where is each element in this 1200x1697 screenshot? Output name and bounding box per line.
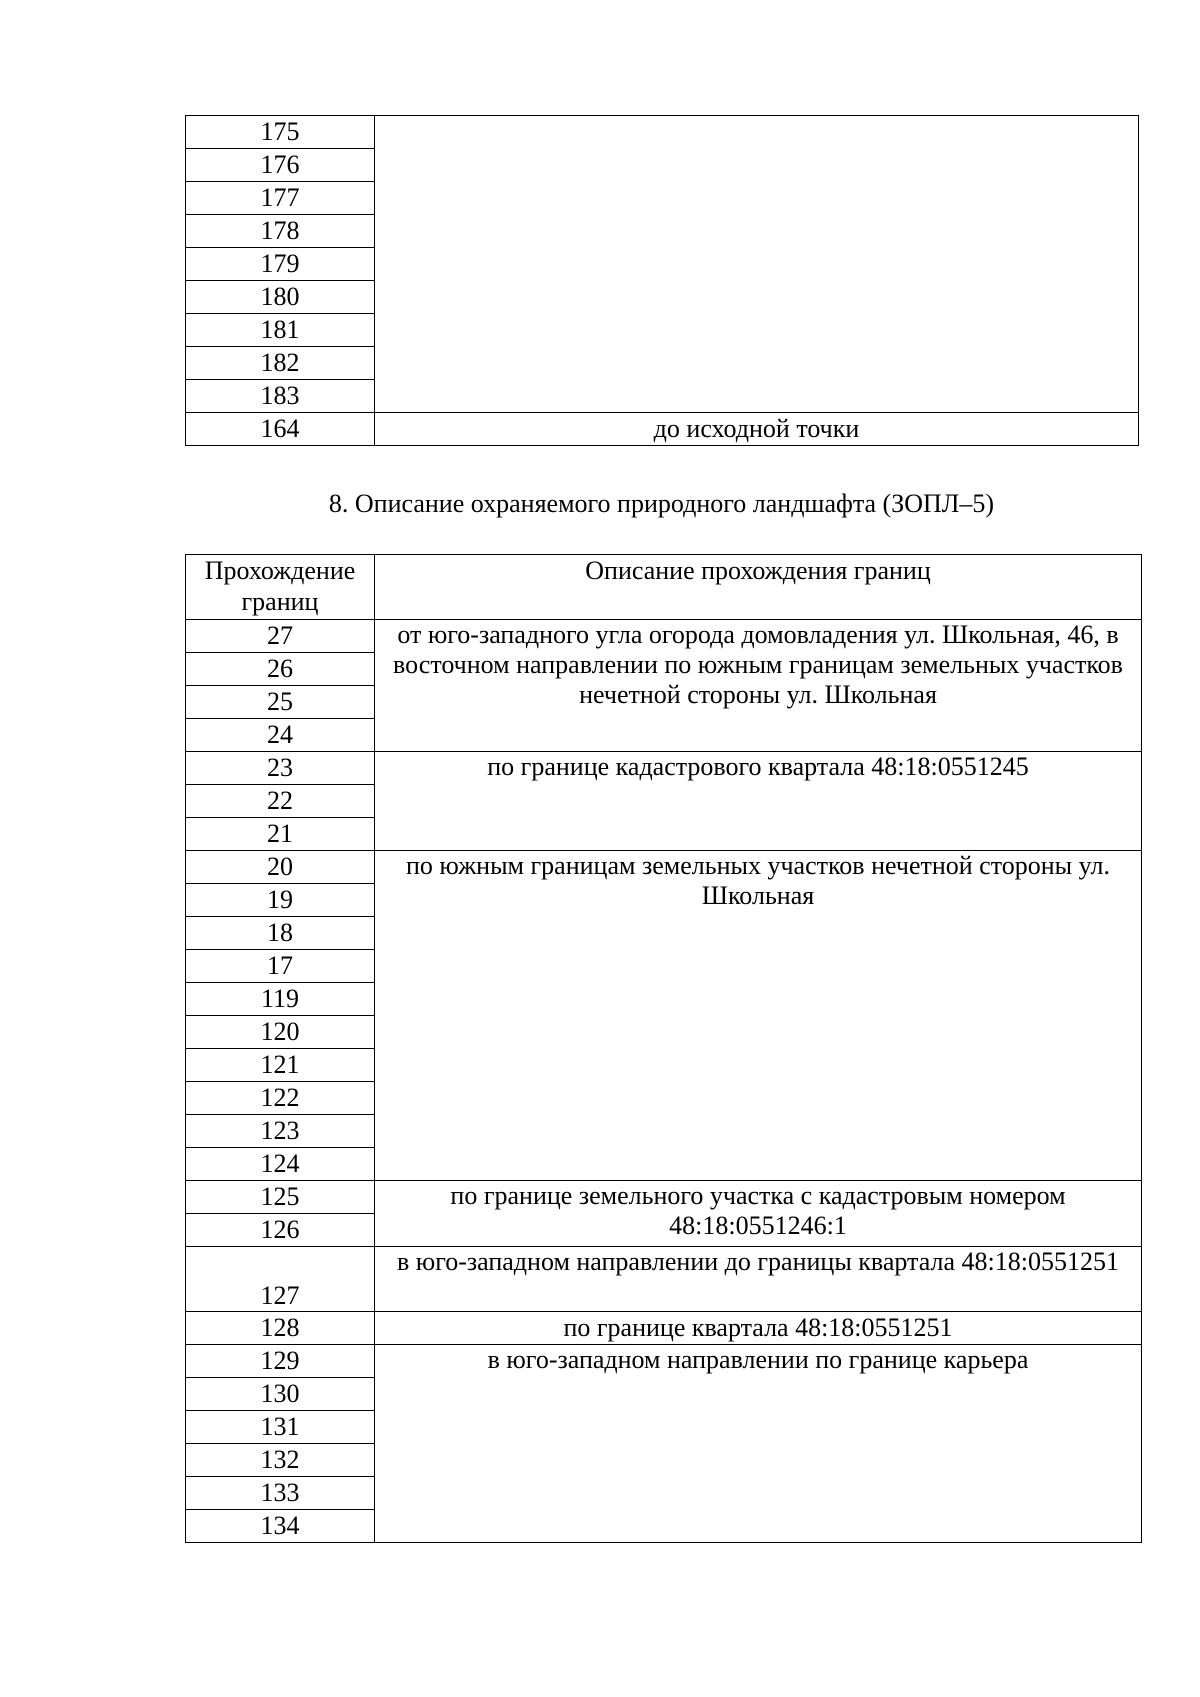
point-number: 18: [186, 917, 375, 950]
table-row: [186, 1312, 1142, 1345]
point-number: 129: [186, 1345, 375, 1378]
description-cell: по границе кадастрового квартала 48:18:0551245: [375, 752, 1142, 851]
point-number: 24: [186, 719, 375, 752]
point-number: 20: [186, 851, 375, 884]
table-header-row: [186, 555, 1142, 620]
boundary-table-continuation: [185, 115, 1139, 446]
point-number: 21: [186, 818, 375, 851]
section-title: 8. Описание охраняемого природного ландшафта (ЗОПЛ–5): [328, 489, 995, 518]
point-number: 124: [186, 1148, 375, 1181]
point-number: 123: [186, 1115, 375, 1148]
point-number: 26: [186, 653, 375, 686]
point-number: 178: [186, 215, 375, 248]
description-cell: по южным границам земельных участков нечетной стороны ул. Школьная: [375, 851, 1142, 1181]
point-number: 182: [186, 347, 375, 380]
point-number: 125: [186, 1181, 375, 1214]
point-number: 121: [186, 1049, 375, 1082]
description-cell: по границе земельного участка с кадастровым номером 48:18:0551246:1: [375, 1181, 1142, 1247]
point-number: 17: [186, 950, 375, 983]
point-number: 122: [186, 1082, 375, 1115]
point-number: 176: [186, 149, 375, 182]
point-number: 127: [186, 1247, 375, 1312]
point-number: 128: [186, 1312, 375, 1345]
point-number: 19: [186, 884, 375, 917]
table-row: [186, 1247, 1142, 1312]
point-number: 181: [186, 314, 375, 347]
description-cell-empty: [375, 116, 1139, 413]
description-cell: в юго-западном направлении по границе карьера: [375, 1345, 1142, 1543]
point-number: 179: [186, 248, 375, 281]
description-cell: по границе квартала 48:18:0551251: [375, 1312, 1142, 1345]
point-number: 177: [186, 182, 375, 215]
table-row: [186, 116, 1139, 149]
table-row: [186, 851, 1142, 884]
table-row: [186, 1181, 1142, 1214]
description-cell: до исходной точки: [375, 413, 1139, 446]
table-row: [186, 752, 1142, 785]
table-row: [186, 1345, 1142, 1378]
point-number: 183: [186, 380, 375, 413]
point-number: 130: [186, 1378, 375, 1411]
boundary-table: [185, 554, 1142, 1543]
point-number: 126: [186, 1214, 375, 1247]
point-number: 25: [186, 686, 375, 719]
table-row: [186, 620, 1142, 653]
header-boundary-points: Прохождение границ: [186, 555, 375, 620]
point-number: 133: [186, 1477, 375, 1510]
point-number: 22: [186, 785, 375, 818]
point-number: 23: [186, 752, 375, 785]
description-cell: от юго-западного угла огорода домовладения ул. Школьная, 46, в восточном направлении по южным границам земельных участков нечетной стороны ул. Школьная: [375, 620, 1142, 752]
point-number: 180: [186, 281, 375, 314]
point-number: 134: [186, 1510, 375, 1543]
description-cell: в юго-западном направлении до границы квартала 48:18:0551251: [375, 1247, 1142, 1312]
point-number: 120: [186, 1016, 375, 1049]
point-number: 131: [186, 1411, 375, 1444]
table-row: [186, 413, 1139, 446]
point-number: 132: [186, 1444, 375, 1477]
point-number: 164: [186, 413, 375, 446]
header-boundary-description: Описание прохождения границ: [375, 555, 1142, 620]
point-number: 119: [186, 983, 375, 1016]
point-number: 175: [186, 116, 375, 149]
point-number: 27: [186, 620, 375, 653]
